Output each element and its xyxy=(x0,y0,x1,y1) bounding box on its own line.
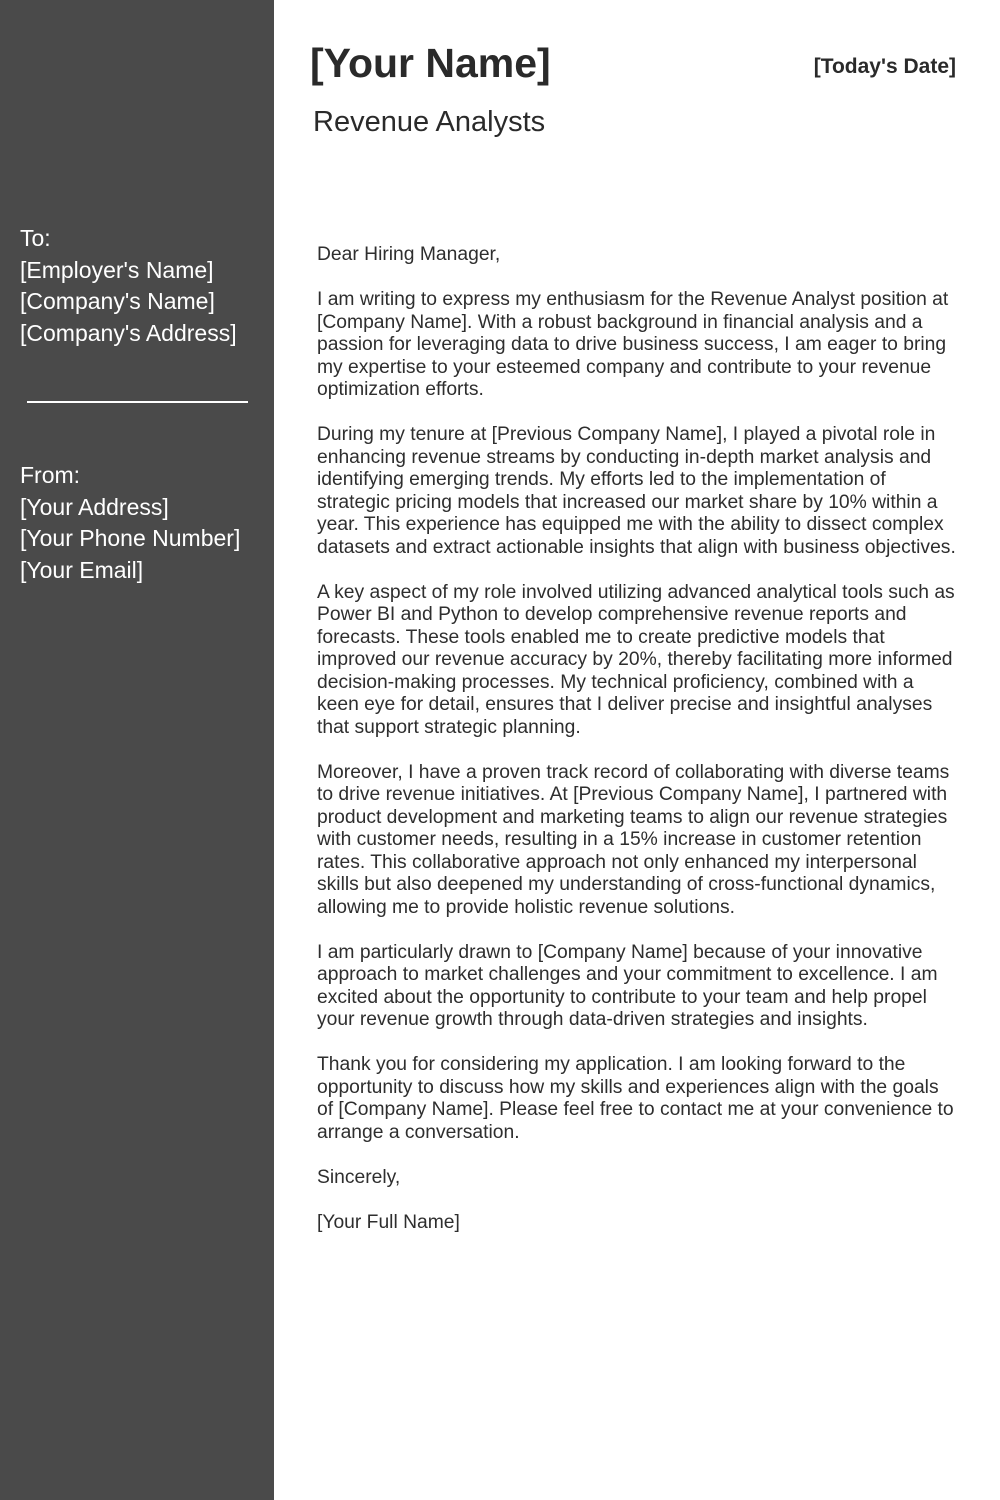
company-address: [Company's Address] xyxy=(20,319,237,346)
recipient-block xyxy=(20,223,237,349)
salutation: Dear Hiring Manager, xyxy=(317,244,501,265)
paragraph-6: Thank you for considering my application. I am looking forward to the opportunity to discuss how my skills and experiences align with the goals of [Company Name]. Please feel free to contact me at your convenience to arrange a conversation. xyxy=(317,1054,954,1143)
letter-date: [Today's Date] xyxy=(813,55,956,78)
sidebar xyxy=(0,0,274,1500)
job-title: Revenue Analysts xyxy=(313,106,546,138)
paragraph-1: I am writing to express my enthusiasm for the Revenue Analyst position at [Company Name]. With a robust background in financial analysis and a passion for leveraging data to drive business success, I am eager to bring my expertise to your esteemed company and contribute to your revenue optimization efforts. xyxy=(317,289,949,400)
paragraph-3: A key aspect of my role involved utilizing advanced analytical tools such as Power BI and Python to develop comprehensive revenue reports and forecasts. These tools enabled me to create predictive models that improved our revenue accuracy by 20%, thereby facilitating more informed decision-making processes. My technical proficiency, combined with a keen eye for detail, ensures that I deliver precise and insightful analyses that support strategic planning. xyxy=(317,581,955,738)
to-label: To: xyxy=(20,225,51,251)
sender-block xyxy=(20,460,240,586)
paragraph-4: Moreover, I have a proven track record of collaborating with diverse teams to drive revenue initiatives. At [Previous Company Name], I partnered with product development and marketing teams to align our revenue strategies with customer needs, resulting in a 15% increase in customer retention rates. This collaborative approach not only enhanced my interpersonal skills but also deepened my understanding of cross-functional dynamics, allowing me to provide holistic revenue solutions. xyxy=(317,761,950,918)
sidebar-divider xyxy=(27,401,248,403)
employer-name: [Employer's Name] xyxy=(20,256,214,283)
sender-address: [Your Address] xyxy=(20,493,169,520)
signature: [Your Full Name] xyxy=(317,1211,460,1233)
sender-email: [Your Email] xyxy=(20,556,144,583)
applicant-name: [Your Name] xyxy=(310,40,551,86)
paragraph-2: During my tenure at [Previous Company Name], I played a pivotal role in enhancing revenue streams by conducting in-depth market analysis and identifying emerging trends. My efforts led to the implementation of strategic pricing models that increased our market share by 10% within a year. This experience has equipped me with the ability to dissect complex datasets and extract actionable insights that align with business objectives. xyxy=(317,424,956,558)
sender-phone: [Your Phone Number] xyxy=(20,525,241,551)
company-name: [Company's Name] xyxy=(20,288,215,314)
letter-body xyxy=(317,244,960,1257)
paragraph-5: I am particularly drawn to [Company Name] because of your innovative approach to market challenges and your commitment to excellence. I am excited about the opportunity to contribute to your team and help propel your revenue growth through data-driven strategies and insights. xyxy=(317,941,938,1030)
closing: Sincerely, xyxy=(317,1166,401,1188)
from-label: From: xyxy=(20,462,81,488)
